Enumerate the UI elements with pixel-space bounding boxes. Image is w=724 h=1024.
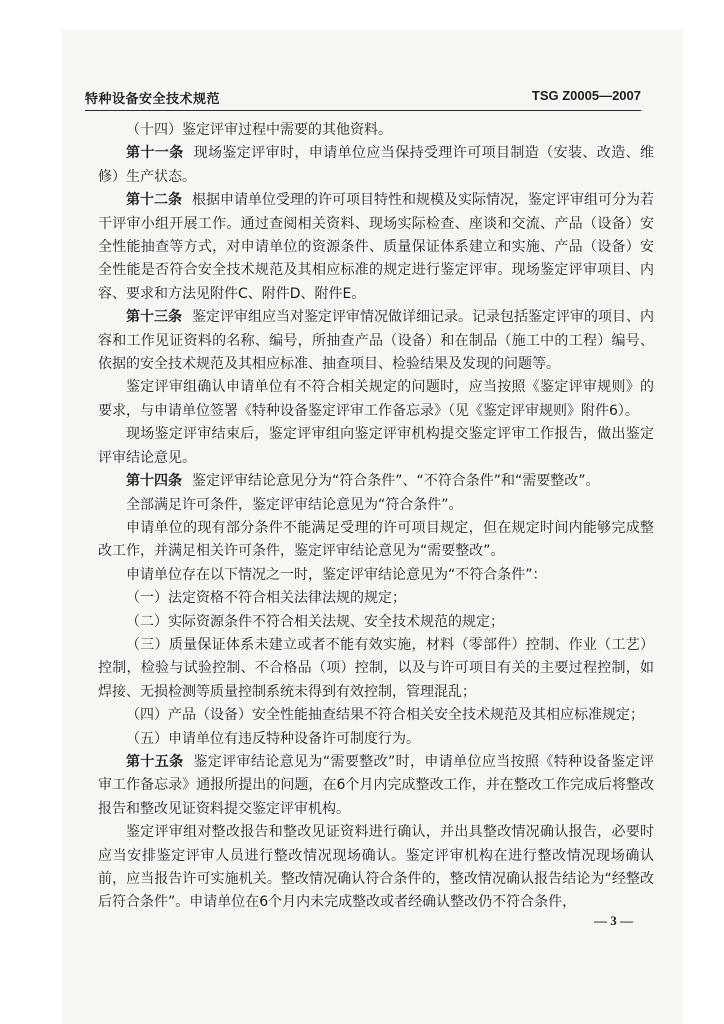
paragraph — [98, 376, 654, 423]
running-header — [85, 88, 641, 108]
paragraph — [98, 634, 654, 704]
paragraph-text: 鉴定评审组应当对鉴定评审情况做详细记录。记录包括鉴定评审的项目、内容和工作见证资料的名称、编号，所抽查产品（设备）和在制品（施工中的工程）编号、依据的安全技术规范及其相应标准、抽查项目、检验结果及发现的问题等。 — [98, 309, 654, 373]
paragraph-text: （一）法定资格不符合相关法律法规的规定； — [126, 590, 406, 607]
paragraph-text: 鉴定评审结论意见分为“符合条件”、“不符合条件”和“需要整改”。 — [192, 473, 600, 490]
paragraph — [98, 142, 654, 189]
article-label: 第十三条 — [126, 309, 182, 326]
paragraph-text: （四）产品（设备）安全性能抽查结果不符合相关安全技术规范及其相应标准规定； — [126, 707, 644, 724]
paragraph-text: 鉴定评审组确认申请单位有不符合相关规定的问题时，应当按照《鉴定评审规则》的要求，与申请单位签署《特种设备鉴定评审工作备忘录》（见《鉴定评审规则》附件6）。 — [98, 379, 654, 419]
paragraph — [98, 728, 654, 751]
paragraph — [98, 564, 654, 587]
paragraph-text: 根据申请单位受理的许可项目特性和规模及实际情况，鉴定评审组可分为若干评审小组开展工作。通过查阅相关资料、现场实际检查、座谈和交流、产品（设备）安全性能抽查等方式，对申请单位的资源条件、质量保证体系建立和实施、产品（设备）安全性能是否符合安全技术规范及其相应标准的规定进行鉴定评审。现场鉴定评审项目、内容、要求和方法见附件C、附件D、附件E。 — [98, 192, 654, 302]
article-label: 第十一条 — [126, 145, 184, 162]
header-divider — [85, 110, 641, 111]
paragraph-text: （三）质量保证体系未建立或者不能有效实施，材料（零部件）控制、作业（工艺）控制，检验与试验控制、不合格品（项）控制，以及与许可项目有关的主要过程控制，如焊接、无损检测等质量控制系统未得到有效控制，管理混乱； — [98, 636, 654, 700]
paragraph — [98, 751, 654, 821]
paragraph-text: 鉴定评审组对整改报告和整改见证资料进行确认，并出具整改情况确认报告，必要时应当安排鉴定评审人员进行整改情况现场确认。鉴定评审机构在进行整改情况现场确认前，应当报告许可实施机关。整改情况确认符合条件的，整改情况确认报告结论为“经整改后符合条件”。申请单位在6个月内未完成整改或者经确认整改仍不符合条件， — [98, 824, 654, 911]
paragraph — [98, 306, 654, 376]
paragraph-text: 全部满足许可条件，鉴定评审结论意见为“符合条件”。 — [126, 496, 463, 513]
article-label: 第十二条 — [126, 192, 182, 209]
paragraph — [98, 119, 654, 142]
paragraph — [98, 611, 654, 634]
paragraph-text: （二）实际资源条件不符合相关法规、安全技术规范的规定； — [126, 613, 504, 630]
paragraph — [98, 470, 654, 493]
paragraph-text: 现场鉴定评审时，申请单位应当保持受理许可项目制造（安装、改造、维修）生产状态。 — [98, 145, 655, 185]
page-number: — 3 — — [594, 913, 633, 928]
header-standard-code: TSG Z0005—2007 — [531, 88, 641, 103]
paragraph — [98, 704, 654, 727]
article-label: 第十四条 — [126, 473, 182, 490]
paragraph — [98, 517, 654, 564]
header-title: 特种设备安全技术规范 — [85, 92, 221, 107]
document-body — [98, 119, 654, 915]
paragraph-text: 申请单位的现有部分条件不能满足受理的许可项目规定，但在规定时间内能够完成整改工作，并满足相关许可条件，鉴定评审结论意见为“需要整改”。 — [98, 519, 654, 560]
paragraph — [98, 189, 654, 306]
paragraph-text: 申请单位存在以下情况之一时，鉴定评审结论意见为“不符合条件”： — [126, 566, 547, 583]
paragraph — [98, 587, 654, 610]
paragraph — [98, 423, 654, 470]
paragraph-text: （十四）鉴定评审过程中需要的其他资料。 — [126, 122, 392, 138]
article-label: 第十五条 — [126, 753, 184, 770]
paragraph-text: （五）申请单位有违反特种设备许可制度行为。 — [126, 730, 420, 747]
paragraph — [98, 821, 654, 915]
paragraph — [98, 494, 654, 517]
paragraph-text: 现场鉴定评审结束后，鉴定评审组向鉴定评审机构提交鉴定评审工作报告，做出鉴定评审结论意见。 — [98, 426, 654, 466]
paragraph-text: 鉴定评审结论意见为“需要整改”时，申请单位应当按照《特种设备鉴定评审工作备忘录》通报所提出的问题，在6个月内完成整改工作，并在整改工作完成后将整改报告和整改见证资料提交鉴定评审机构。 — [98, 753, 654, 817]
